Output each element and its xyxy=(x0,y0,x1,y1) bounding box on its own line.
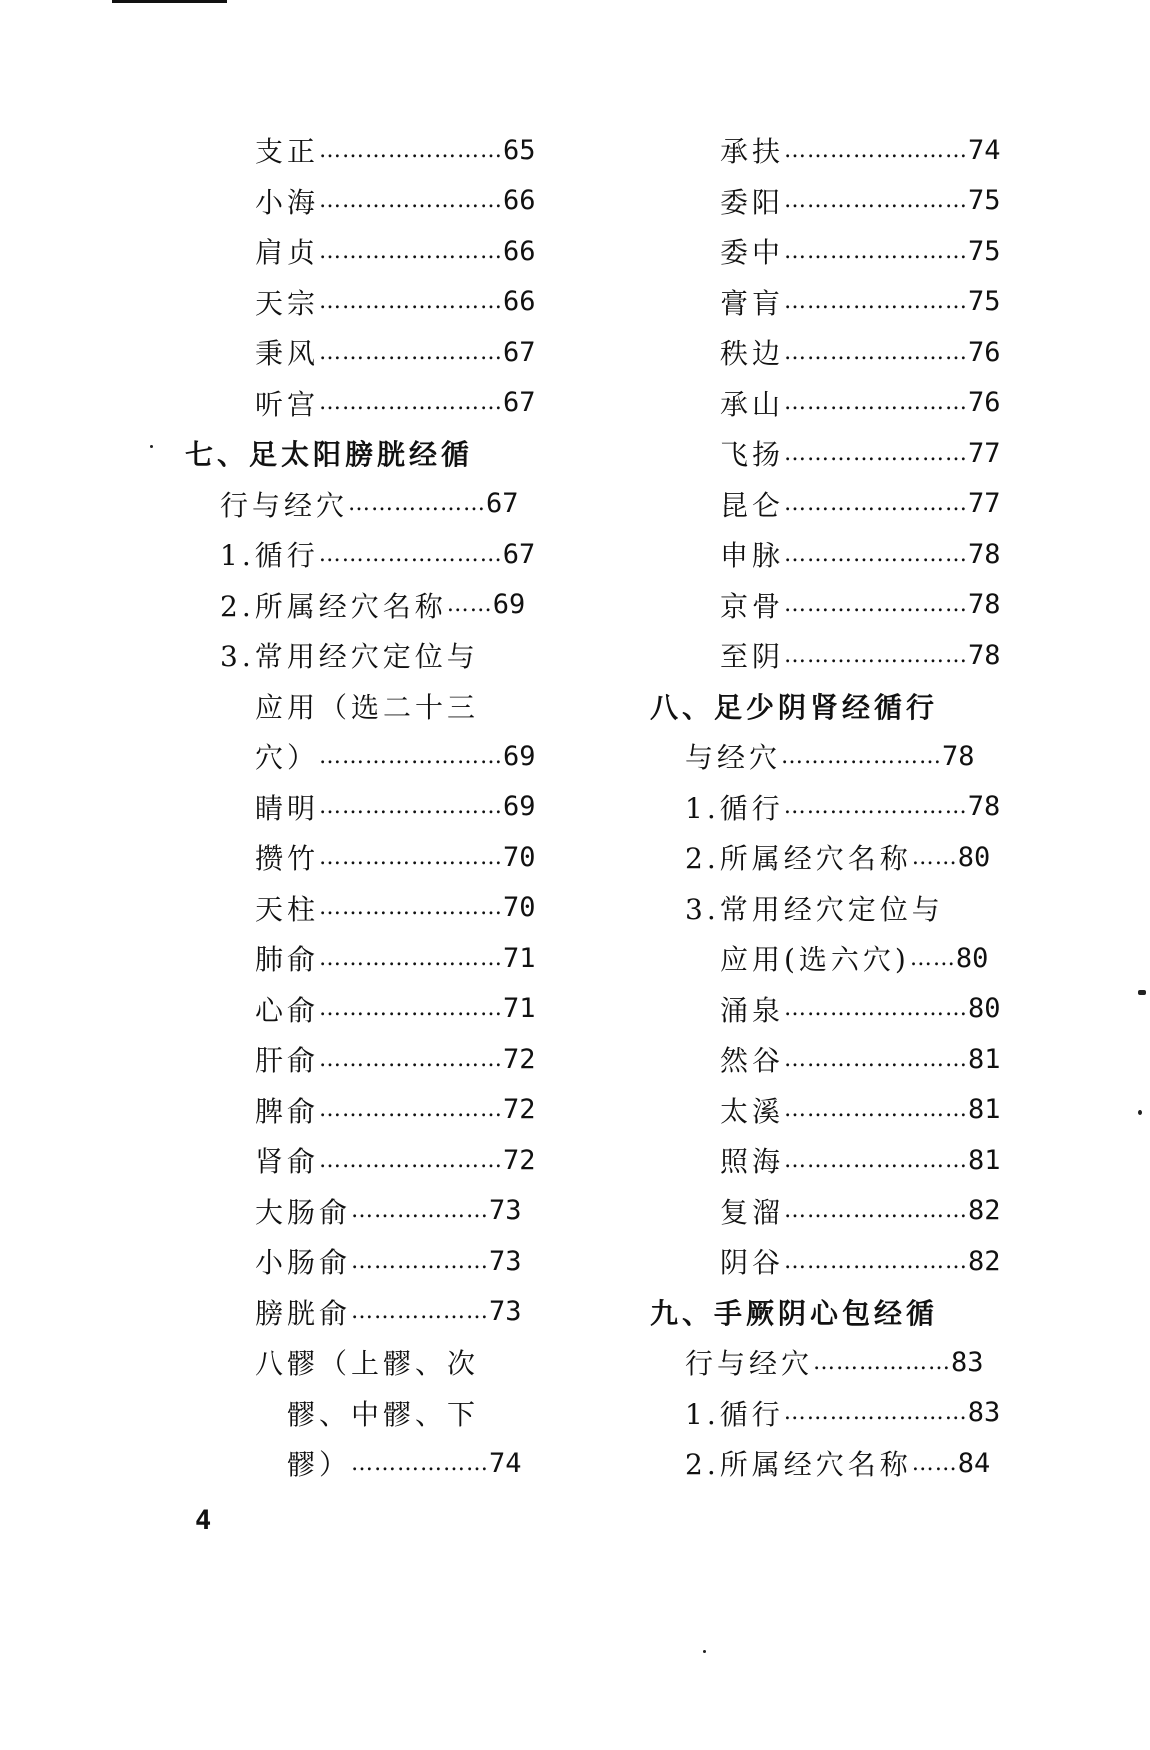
toc-entry xyxy=(650,479,1001,530)
toc-entry-label: 2.所属经穴名称 xyxy=(685,1448,912,1482)
toc-entry-label: 穴） xyxy=(255,741,320,775)
toc-leader-dots: …… xyxy=(911,1450,958,1476)
toc-left-column xyxy=(185,125,536,1489)
toc-leader-dots: …………………… xyxy=(784,289,969,315)
toc-entry-label: 八髎（上髎、次 xyxy=(255,1347,480,1381)
toc-leader-dots: …………………… xyxy=(319,289,504,315)
toc-leader-dots: …………………… xyxy=(319,1046,504,1072)
toc-entry xyxy=(650,125,1001,176)
toc-entry-label: 髎、中髎、下 xyxy=(287,1397,480,1431)
toc-entry xyxy=(185,832,536,883)
toc-page-number: 75 xyxy=(968,286,1001,318)
toc-page-number: 77 xyxy=(968,437,1001,469)
toc-entry-label: 3.常用经穴定位与 xyxy=(685,892,944,926)
toc-leader-dots: …………………… xyxy=(784,238,969,264)
toc-entry-label: 心俞 xyxy=(255,993,320,1027)
toc-page-number: 69 xyxy=(503,740,536,772)
toc-leader-dots: …………………… xyxy=(784,1147,969,1173)
toc-entry-label: 1.循行 xyxy=(220,539,319,573)
toc-leader-dots: …… xyxy=(911,844,958,870)
toc-leader-dots: …………………… xyxy=(319,794,504,820)
toc-entry-label: 行与经穴 xyxy=(685,1347,814,1381)
toc-page-number: 69 xyxy=(492,589,526,621)
toc-entry xyxy=(650,883,1001,934)
toc-entry xyxy=(185,176,536,227)
toc-entry xyxy=(650,984,1001,1035)
toc-leader-dots: ………………… xyxy=(781,743,943,769)
toc-leader-dots: ……………… xyxy=(813,1349,952,1375)
toc-page-number: 70 xyxy=(503,892,536,924)
toc-entry xyxy=(185,782,536,833)
toc-entry-label: 然谷 xyxy=(720,1044,785,1078)
toc-page-number: 71 xyxy=(503,942,536,974)
toc-page-number: 78 xyxy=(968,538,1001,570)
toc-entry-label: 肺俞 xyxy=(255,943,320,977)
toc-leader-dots: …………………… xyxy=(784,137,969,163)
toc-page-number: 75 xyxy=(968,235,1001,267)
toc-entry xyxy=(650,176,1001,227)
toc-entry xyxy=(650,1135,1001,1186)
toc-entry xyxy=(650,1337,1001,1388)
toc-entry-label: 九、手厥阴心包经循 xyxy=(650,1296,939,1330)
toc-entry xyxy=(185,681,536,732)
toc-leader-dots: …………………… xyxy=(319,339,504,365)
toc-entry-label: 承扶 xyxy=(720,135,785,169)
toc-entry-label: 秩边 xyxy=(720,337,785,371)
toc-page-number: 67 xyxy=(502,538,536,570)
toc-leader-dots: ……………… xyxy=(351,1299,490,1325)
scan-speck xyxy=(1138,990,1146,995)
toc-page-number: 78 xyxy=(942,740,975,772)
toc-entry-label: 申脉 xyxy=(720,539,785,573)
toc-page-number: 76 xyxy=(968,336,1001,368)
toc-entry xyxy=(185,984,536,1035)
toc-leader-dots: …………………… xyxy=(784,642,969,668)
toc-page-number: 81 xyxy=(968,1043,1001,1075)
toc-page-number: 78 xyxy=(968,589,1001,621)
toc-leader-dots: …………………… xyxy=(784,440,969,466)
toc-entry-label: 肩贞 xyxy=(255,236,320,270)
toc-entry xyxy=(185,529,536,580)
toc-entry xyxy=(650,1236,1001,1287)
toc-page-number: 75 xyxy=(968,185,1001,217)
toc-leader-dots: …………………… xyxy=(319,188,504,214)
toc-page-number: 72 xyxy=(503,1144,536,1176)
toc-page-number: 71 xyxy=(503,993,536,1025)
page-number: 4 xyxy=(195,1505,212,1536)
toc-entry xyxy=(185,378,536,429)
toc-page-number: 66 xyxy=(503,286,536,318)
toc-entry-label: 天宗 xyxy=(255,286,320,320)
toc-leader-dots: …………………… xyxy=(784,491,969,517)
toc-leader-dots: …………………… xyxy=(319,844,504,870)
toc-page-number: 83 xyxy=(967,1397,1001,1429)
toc-leader-dots: …………………… xyxy=(784,1198,969,1224)
toc-entry xyxy=(650,630,1001,681)
toc-page-number: 81 xyxy=(968,1144,1001,1176)
toc-page-number: 66 xyxy=(503,185,536,217)
toc-entry xyxy=(650,1438,1001,1489)
toc-entry-label: 承山 xyxy=(720,387,785,421)
toc-page-number: 78 xyxy=(968,639,1001,671)
toc-leader-dots: ……………… xyxy=(351,1450,490,1476)
toc-entry-label: 膀胱俞 xyxy=(255,1296,352,1330)
toc-entry xyxy=(185,933,536,984)
toc-entry xyxy=(185,630,536,681)
toc-entry-label: 支正 xyxy=(255,135,320,169)
toc-entry-label: 飞扬 xyxy=(720,438,785,472)
toc-entry-label: 与经穴 xyxy=(685,741,782,775)
toc-leader-dots: …………………… xyxy=(319,1147,504,1173)
toc-page-number: 76 xyxy=(968,387,1001,419)
toc-entry xyxy=(650,529,1001,580)
toc-entry xyxy=(185,1287,536,1338)
toc-entry-label: 阴谷 xyxy=(720,1246,785,1280)
toc-entry-label: 至阴 xyxy=(720,640,785,674)
toc-entry-label: 委中 xyxy=(720,236,785,270)
toc-entry-label: 3.常用经穴定位与 xyxy=(220,640,479,674)
toc-entry-label: 应用(选六穴) xyxy=(720,943,910,977)
toc-page-number: 65 xyxy=(503,134,536,166)
toc-entry xyxy=(185,1438,536,1489)
toc-entry xyxy=(185,1388,536,1439)
toc-page-number: 74 xyxy=(968,134,1001,166)
toc-leader-dots: …………………… xyxy=(319,945,504,971)
toc-entry-label: 应用（选二十三 xyxy=(255,690,480,724)
toc-entry xyxy=(650,731,1001,782)
toc-leader-dots: …………………… xyxy=(784,1248,969,1274)
toc-entry xyxy=(185,1085,536,1136)
toc-entry xyxy=(185,1236,536,1287)
toc-leader-dots: …………………… xyxy=(784,996,969,1022)
toc-page-number: 66 xyxy=(503,235,536,267)
toc-leader-dots: …………………… xyxy=(784,592,969,618)
toc-entry-label: 膏肓 xyxy=(720,286,785,320)
toc-entry-label: 髎） xyxy=(287,1448,352,1482)
toc-leader-dots: …………………… xyxy=(319,390,504,416)
top-rule xyxy=(112,0,227,3)
toc-entry-label: 照海 xyxy=(720,1145,785,1179)
toc-entry xyxy=(185,731,536,782)
toc-entry-label: 肝俞 xyxy=(255,1044,320,1078)
toc-leader-dots: ……………… xyxy=(351,1198,490,1224)
toc-entry-label: 2.所属经穴名称 xyxy=(220,589,447,623)
toc-entry xyxy=(650,1034,1001,1085)
toc-leader-dots: …………………… xyxy=(784,188,969,214)
toc-entry xyxy=(650,277,1001,328)
toc-section-heading xyxy=(650,1287,1001,1338)
toc-page-number: 67 xyxy=(503,387,536,419)
toc-entry-label: 1.循行 xyxy=(685,1397,784,1431)
toc-entry xyxy=(185,1034,536,1085)
toc-entry-label: 肾俞 xyxy=(255,1145,320,1179)
toc-entry-label: 小海 xyxy=(255,185,320,219)
toc-leader-dots: …… xyxy=(446,592,493,618)
toc-entry-label: 委阳 xyxy=(720,185,785,219)
toc-leader-dots: …………………… xyxy=(784,1097,969,1123)
toc-entry xyxy=(185,1186,536,1237)
toc-entry-label: 1.循行 xyxy=(685,791,784,825)
toc-leader-dots: …… xyxy=(909,945,956,971)
scan-speck xyxy=(150,445,153,448)
toc-page-number: 74 xyxy=(489,1447,522,1479)
toc-entry xyxy=(185,479,536,530)
toc-entry xyxy=(650,378,1001,429)
toc-entry xyxy=(185,883,536,934)
toc-page-number: 72 xyxy=(503,1043,536,1075)
toc-leader-dots: …………………… xyxy=(319,1097,504,1123)
toc-section-heading xyxy=(185,428,536,479)
toc-leader-dots: …………………… xyxy=(784,390,969,416)
toc-leader-dots: …………………… xyxy=(319,743,504,769)
toc-entry-label: 小肠俞 xyxy=(255,1246,352,1280)
toc-entry-label: 秉风 xyxy=(255,337,320,371)
toc-entry-label: 行与经穴 xyxy=(220,488,349,522)
toc-right-column xyxy=(650,125,1001,1489)
toc-entry-label: 攒竹 xyxy=(255,842,320,876)
toc-entry-label: 昆仑 xyxy=(720,488,785,522)
toc-entry-label: 脾俞 xyxy=(255,1094,320,1128)
toc-entry xyxy=(650,1388,1001,1439)
toc-page-number: 77 xyxy=(968,488,1001,520)
toc-leader-dots: ……………… xyxy=(348,491,487,517)
toc-entry-label: 睛明 xyxy=(255,791,320,825)
toc-page-number: 81 xyxy=(968,1094,1001,1126)
toc-leader-dots: …………………… xyxy=(784,339,969,365)
toc-entry-label: 听宫 xyxy=(255,387,320,421)
toc-entry xyxy=(185,277,536,328)
toc-entry xyxy=(185,125,536,176)
toc-entry xyxy=(650,832,1001,883)
toc-entry-label: 涌泉 xyxy=(720,993,785,1027)
toc-entry xyxy=(185,1135,536,1186)
toc-page-number: 78 xyxy=(967,791,1001,823)
toc-page-number: 70 xyxy=(503,841,536,873)
toc-entry xyxy=(650,1186,1001,1237)
toc-leader-dots: …………………… xyxy=(783,794,968,820)
toc-section-heading xyxy=(650,681,1001,732)
toc-entry-label: 天柱 xyxy=(255,892,320,926)
toc-entry xyxy=(185,327,536,378)
toc-page-number: 67 xyxy=(503,336,536,368)
toc-page-number: 80 xyxy=(955,942,989,974)
toc-page-number: 84 xyxy=(957,1447,991,1479)
toc-entry-label: 京骨 xyxy=(720,589,785,623)
toc-leader-dots: ……………… xyxy=(351,1248,490,1274)
toc-entry xyxy=(650,327,1001,378)
toc-entry-label: 太溪 xyxy=(720,1094,785,1128)
toc-page-number: 83 xyxy=(951,1346,984,1378)
toc-page-number: 82 xyxy=(968,1245,1001,1277)
toc-entry xyxy=(650,933,1001,984)
toc-page-number: 73 xyxy=(489,1195,522,1227)
toc-entry xyxy=(650,226,1001,277)
toc-leader-dots: …………………… xyxy=(784,1046,969,1072)
toc-page-number: 67 xyxy=(486,488,519,520)
toc-page-number: 82 xyxy=(968,1195,1001,1227)
toc-entry xyxy=(185,1337,536,1388)
toc-entry-label: 复溜 xyxy=(720,1195,785,1229)
toc-entry xyxy=(650,428,1001,479)
toc-entry xyxy=(650,782,1001,833)
toc-leader-dots: …………………… xyxy=(319,996,504,1022)
toc-entry-label: 七、足太阳膀胱经循 xyxy=(185,438,474,472)
toc-leader-dots: …………………… xyxy=(319,137,504,163)
toc-leader-dots: …………………… xyxy=(318,541,503,567)
toc-entry-label: 大肠俞 xyxy=(255,1195,352,1229)
toc-entry-label: 2.所属经穴名称 xyxy=(685,842,912,876)
toc-entry-label: 八、足少阴肾经循行 xyxy=(650,690,939,724)
toc-leader-dots: …………………… xyxy=(783,1400,968,1426)
toc-page-number: 80 xyxy=(957,841,991,873)
toc-page-number: 69 xyxy=(503,791,536,823)
scan-speck xyxy=(703,1650,706,1653)
toc-entry xyxy=(185,580,536,631)
toc-page-number: 73 xyxy=(489,1245,522,1277)
toc-page-number: 80 xyxy=(968,993,1001,1025)
toc-entry xyxy=(185,226,536,277)
toc-leader-dots: …………………… xyxy=(319,895,504,921)
toc-leader-dots: …………………… xyxy=(784,541,969,567)
toc-page-number: 73 xyxy=(489,1296,522,1328)
scan-speck xyxy=(1138,1110,1142,1115)
toc-entry xyxy=(650,1085,1001,1136)
toc-page-number: 72 xyxy=(503,1094,536,1126)
toc-entry xyxy=(650,580,1001,631)
toc-leader-dots: …………………… xyxy=(319,238,504,264)
